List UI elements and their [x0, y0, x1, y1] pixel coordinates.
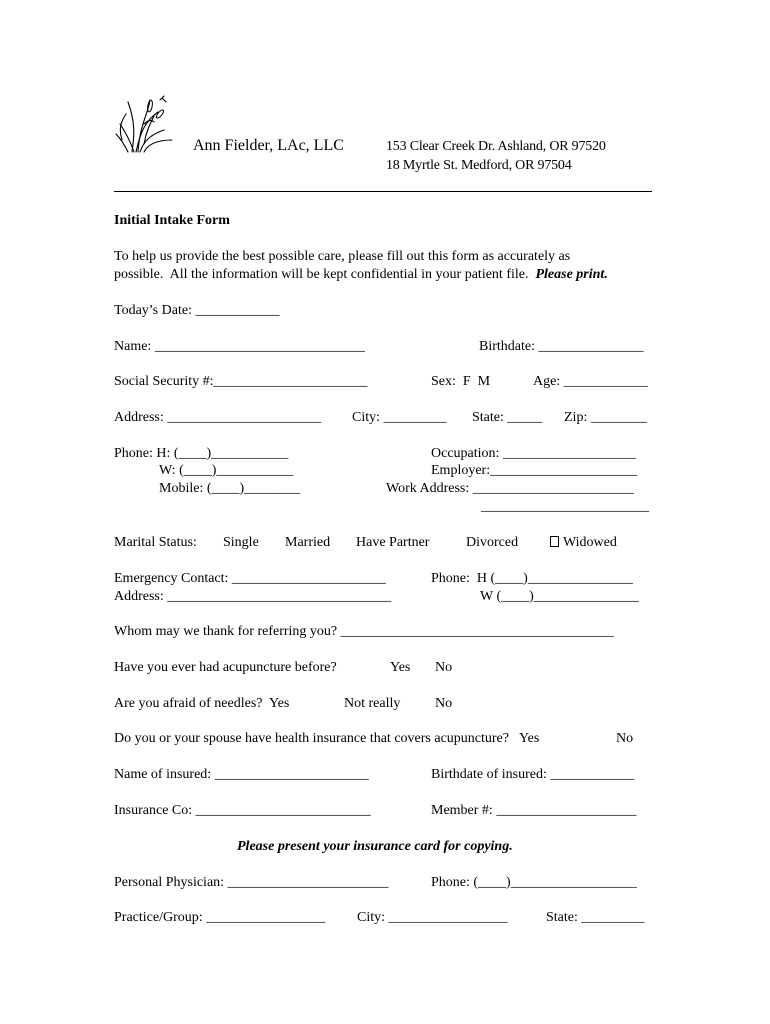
- acupuncture-yes-option[interactable]: Yes: [390, 660, 411, 675]
- address-line-2: 18 Myrtle St. Medford, OR 97504: [386, 158, 572, 173]
- marital-option-divorced[interactable]: Divorced: [466, 535, 519, 550]
- work-address-continued-field[interactable]: ________________________: [481, 499, 649, 514]
- header-divider: [114, 191, 652, 192]
- widowed-label: Widowed: [563, 535, 617, 550]
- acupuncture-no-option[interactable]: No: [435, 660, 453, 675]
- employer-field[interactable]: Employer:_____________________: [431, 463, 638, 478]
- insurance-company-field[interactable]: Insurance Co: _________________________: [114, 803, 371, 818]
- cattail-plant-icon: [114, 94, 180, 154]
- intro-line-1: To help us provide the best possible care, please fill out this form as accurately as: [114, 249, 571, 264]
- occupation-field[interactable]: Occupation: ___________________: [431, 446, 636, 461]
- state-field[interactable]: State: _____: [472, 410, 543, 425]
- phone-mobile-field[interactable]: Mobile: (____)________: [159, 481, 301, 496]
- acupuncture-question: Have you ever had acupuncture before?: [114, 660, 337, 675]
- name-field[interactable]: Name: ______________________________: [114, 339, 365, 354]
- practice-state-field[interactable]: State: _________: [546, 910, 645, 925]
- sex-field[interactable]: Sex: F M: [431, 374, 491, 389]
- member-number-field[interactable]: Member #: ____________________: [431, 803, 637, 818]
- marital-option-widowed[interactable]: [550, 536, 617, 550]
- city-field[interactable]: City: _________: [352, 410, 447, 425]
- ssn-field[interactable]: Social Security #:______________________: [114, 374, 368, 389]
- name-of-insured-field[interactable]: Name of insured: ______________________: [114, 767, 369, 782]
- insurance-no-option[interactable]: No: [616, 731, 634, 746]
- personal-physician-field[interactable]: Personal Physician: _______________________: [114, 875, 389, 890]
- birthdate-field[interactable]: Birthdate: _______________: [479, 339, 644, 354]
- phone-work-field[interactable]: W: (____)___________: [159, 463, 294, 478]
- birthdate-of-insured-field[interactable]: Birthdate of insured: ____________: [431, 767, 635, 782]
- intro-text: possible. All the information will be kept confidential in your patient file.: [114, 267, 529, 282]
- form-title: Initial Intake Form: [114, 213, 230, 228]
- zip-field[interactable]: Zip: ________: [564, 410, 647, 425]
- checkbox-icon[interactable]: [550, 536, 559, 547]
- emergency-phone-work-field[interactable]: W (____)_______________: [480, 589, 639, 604]
- marital-status-label: Marital Status:: [114, 535, 197, 550]
- phone-home-field[interactable]: Phone: H: (____)___________: [114, 446, 289, 461]
- business-name: Ann Fielder, LAc, LLC: [193, 137, 344, 154]
- marital-option-single[interactable]: Single: [223, 535, 259, 550]
- address-field[interactable]: Address: ______________________: [114, 410, 322, 425]
- insurance-card-note: Please present your insurance card for copying.: [237, 839, 513, 854]
- needles-not-really-option[interactable]: Not really: [344, 696, 401, 711]
- age-field[interactable]: Age: ____________: [533, 374, 648, 389]
- referral-field[interactable]: Whom may we thank for referring you? _______________________________________: [114, 624, 614, 639]
- intro-emphasis: Please print.: [535, 267, 608, 282]
- emergency-phone-home-field[interactable]: Phone: H (____)_______________: [431, 571, 633, 586]
- todays-date-field[interactable]: Today’s Date: ____________: [114, 303, 280, 318]
- marital-option-married[interactable]: Married: [285, 535, 331, 550]
- address-line-1: 153 Clear Creek Dr. Ashland, OR 97520: [386, 139, 606, 154]
- needles-no-option[interactable]: No: [435, 696, 453, 711]
- emergency-address-field[interactable]: Address: ________________________________: [114, 589, 392, 604]
- intro-line-2: [114, 268, 608, 282]
- insurance-question[interactable]: Do you or your spouse have health insurance that covers acupuncture? Yes: [114, 731, 540, 746]
- work-address-field[interactable]: Work Address: _______________________: [386, 481, 634, 496]
- physician-phone-field[interactable]: Phone: (____)__________________: [431, 875, 637, 890]
- practice-city-field[interactable]: City: _________________: [357, 910, 508, 925]
- needles-question[interactable]: Are you afraid of needles? Yes: [114, 696, 290, 711]
- marital-option-have-partner[interactable]: Have Partner: [356, 535, 430, 550]
- emergency-contact-field[interactable]: Emergency Contact: ______________________: [114, 571, 386, 586]
- practice-group-field[interactable]: Practice/Group: _________________: [114, 910, 326, 925]
